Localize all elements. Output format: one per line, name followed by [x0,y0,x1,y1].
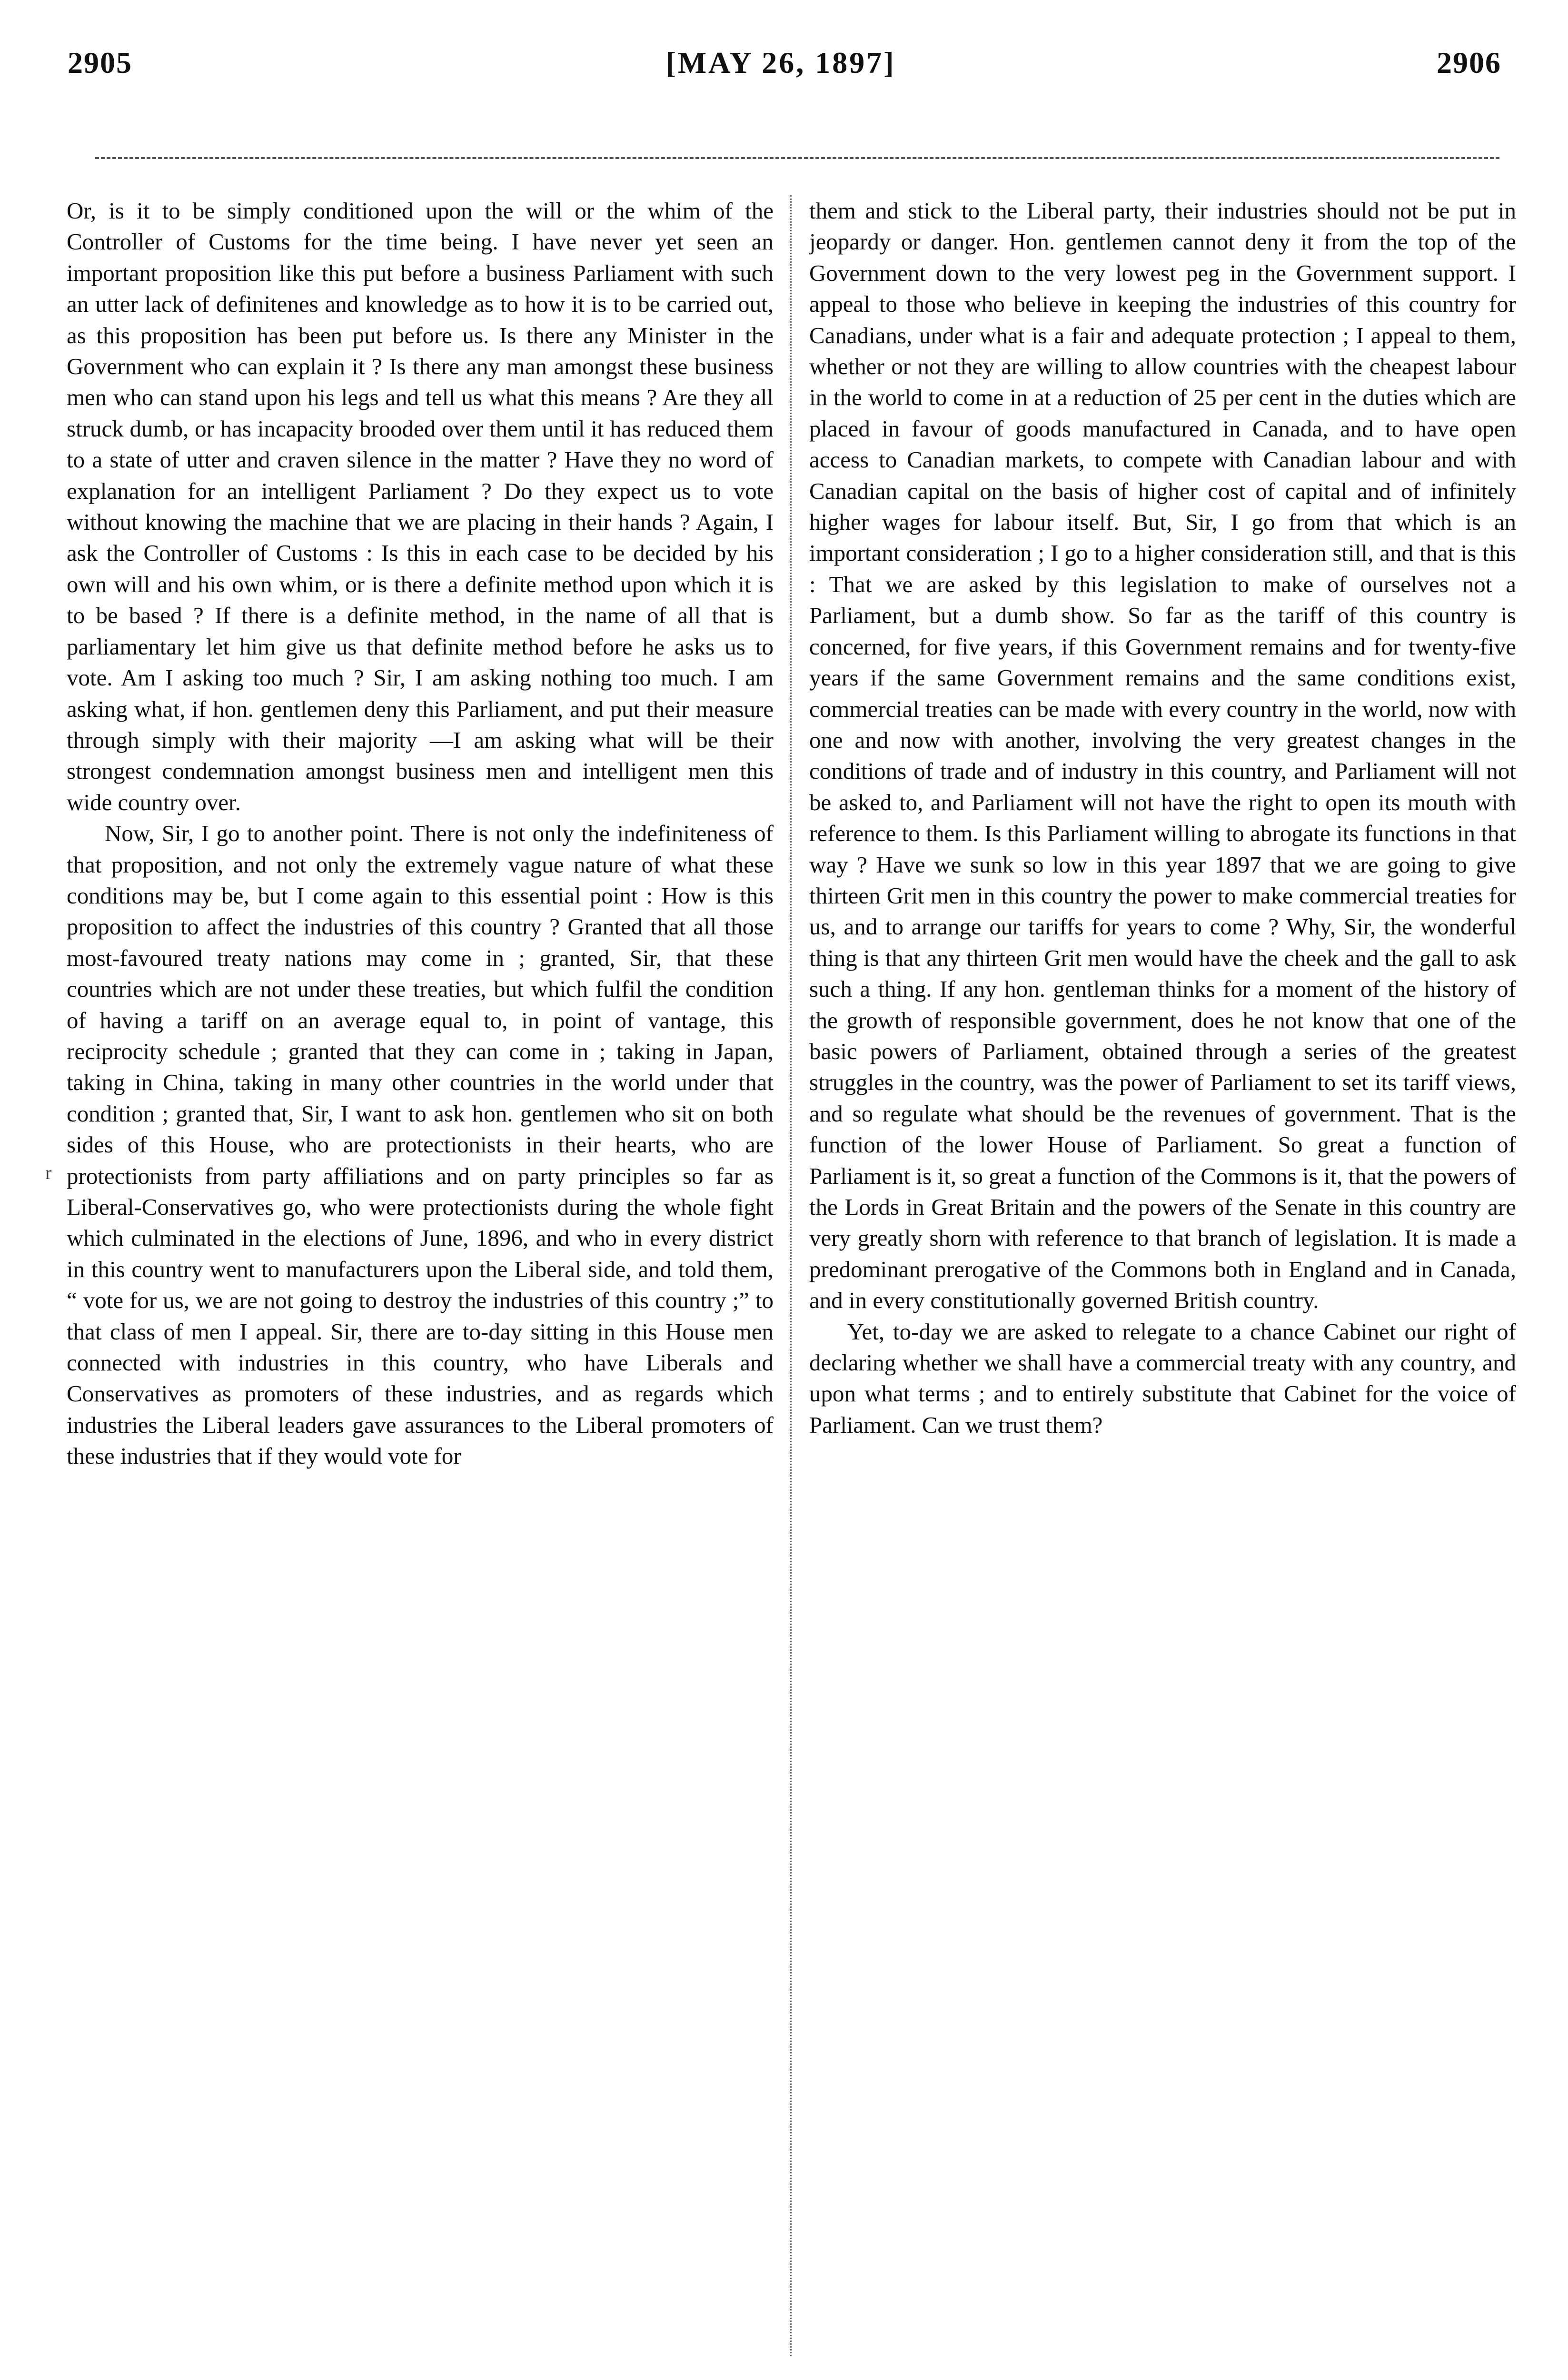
left-paragraph-2: Now, Sir, I go to another point. There is not only the indefiniteness of that proposition, and not only the extremely vague nature of what these conditions may be, but I come again to this essential point : How is this proposition to affect the industries of this country ? Granted that all those most-favoured treaty nations may come in ; granted, Sir, that these countries which are not under these treaties, but which fulfil the condition of having a tariff on an average equal to, in point of vantage, this reciprocity schedule ; granted that they can come in ; taking in Japan, taking in China, taking in many other countries in the world under that condition ; granted that, Sir, I want to ask hon. gentlemen who sit on both sides of this House, who are protectionists in their hearts, who are protectionists from party affiliations and on party principles so far as Liberal-Conservatives go, who were protectionists during the whole fight which culminated in the elections of June, 1896, and who in every district in this country went to manufacturers upon the Liberal side, and told them, “ vote for us, we are not going to destroy the industries of this country ;” to that class of men I appeal. Sir, there are to-day sitting in this House men connected with industries in this country, who have Liberals and Conservatives as promoters of these industries, and as regards which industries the Liberal leaders gave assurances to the Liberal promoters of these industries that if they would vote for [67,820,774,1469]
page-header [0,45,1568,102]
margin-mark: r [45,1162,52,1183]
header-rule [95,157,1499,159]
left-column [67,195,774,2356]
column-divider [790,195,792,2356]
page-number-left: 2905 [68,46,132,79]
right-paragraph-2: Yet, to-day we are asked to relegate to a chance Cabinet our right of declaring whether we shall have a commercial treaty with any country, and upon what terms ; and to entirely substitute that Cabinet for the voice of Parliament. Can we trust them? [809,1318,1516,1438]
right-paragraph-1: them and stick to the Liberal party, their industries should not be put in jeopardy or danger. Hon. gentlemen cannot deny it from the top of the Government down to the very lowest peg in the Government support. I appeal to those who believe in keeping the industries of this country for Canadians, under what is a fair and adequate protection ; I appeal to them, whether or not they are willing to allow countries with the cheapest labour in the world to come in at a reduction of 25 per cent in the duties which are placed in favour of goods manufactured in Canada, and to have open access to Canadian markets, to compete with Canadian labour and with Canadian capital on the basis of higher cost of capital and of infinitely higher wages for labour itself. But, Sir, I go from that which is an important consideration ; I go to a higher consideration still, and that is this : That we are asked by this legislation to make of ourselves not a Parliament, but a dumb show. So far as the tariff of this country is concerned, for five years, if this Government remains and for twenty-five years if the same Government remains and the same conditions exist, commercial treaties can be made with every country in the world, now with one and now with another, involving the very greatest changes in the conditions of trade and of industry in this country, and Parliament will not be asked to, and Parliament will not have the right to open its mouth with reference to them. Is this Parliament willing to abrogate its functions in that way ? Have we sunk so low in this year 1897 that we are going to give thirteen Grit men in this country the power to make commercial treaties for us, and to arrange our tariffs for years to come ? Why, Sir, the wonderful thing is that any thirteen Grit men would have the cheek and the gall to ask such a thing. If any hon. gentleman thinks for a moment of the history of the growth of responsible government, does he not know that one of the basic powers of Parliament, obtained through a series of the greatest struggles in the country, was the power of Parliament to set its tariff views, and so regulate what should be the revenues of government. That is the function of the lower House of Parliament. So great a function of Parliament is it, so great a function of the Commons is it, that the powers of the Lords in Great Britain and the powers of the Senate in this country are very greatly shorn with reference to that branch of legislation. It is made a predominant prerogative of the Commons both in England and in Canada, and in every constitutionally governed British country. [809,198,1516,1314]
left-paragraph-1: Or, is it to be simply conditioned upon the will or the whim of the Controller of Customs for the time being. I have never yet seen an important proposition like this put before a business Parliament with such an utter lack of definitenes and knowledge as to how it is to be carried out, as this proposition has been put before us. Is there any Minister in the Government who can explain it ? Is there any man amongst these business men who can stand upon his legs and tell us what this means ? Are they all struck dumb, or has incapacity brooded over them until it has reduced them to a state of utter and craven silence in the matter ? Have they no word of explanation for an intelligent Parliament ? Do they expect us to vote without knowing the machine that we are placing in their hands ? Again, I ask the Controller of Customs : Is this in each case to be decided by his own will and his own whim, or is there a definite method upon which it is to be based ? If there is a definite method, in the name of all that is parliamentary let him give us that definite method before he asks us to vote. Am I asking too much ? Sir, I am asking nothing too much. I am asking what, if hon. gentlemen deny this Parliament, and put their measure through simply with their majority —I am asking what will be their strongest condemnation amongst business men and intelligent men this wide country over. [67,198,774,815]
page-date: [MAY 26, 1897] [665,46,896,79]
right-column [809,195,1516,2356]
page-number-right: 2906 [1437,46,1501,79]
